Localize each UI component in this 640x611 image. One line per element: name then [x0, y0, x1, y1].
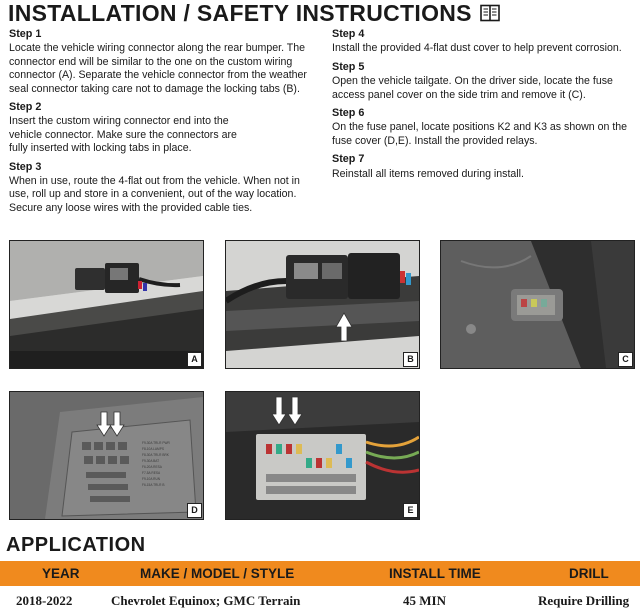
photo-b-connector-seal: [225, 240, 420, 369]
page-title: INSTALLATION / SAFETY INSTRUCTIONS: [8, 0, 472, 26]
photo-label: A: [187, 352, 202, 367]
header-make-model-style: MAKE / MODEL / STYLE: [140, 566, 295, 581]
header-drill: DRILL: [569, 566, 609, 581]
step-heading: Step 1: [9, 28, 42, 40]
application-title: APPLICATION: [6, 534, 146, 556]
fuse-label: F6-20A RESA: [142, 465, 162, 469]
step-heading: Step 5: [332, 60, 365, 73]
fuse-label: F9-30A TRLR PWR: [142, 441, 170, 445]
step-body: When in use, route the 4-flat out from the vehicle. When not in use, roll up and store in a convenient, out of the way location. Secure any loose wires with the provided cable ties.: [9, 175, 300, 214]
cell-drill: Require Drilling: [538, 593, 630, 608]
step-body: On the fuse panel, locate positions K2 and K3 as shown on the fuse cover (D,E). Install the provided relays.: [332, 121, 628, 147]
photo-c-fuse-access-panel: [440, 240, 635, 369]
header-year: YEAR: [42, 566, 80, 581]
steps-left-column: [9, 28, 317, 220]
cell-install-time: 45 MIN: [403, 593, 446, 608]
photo-label: D: [187, 503, 202, 518]
photo-label: E: [403, 503, 418, 518]
book-icon: [480, 4, 500, 22]
step-7: [332, 153, 637, 181]
step-5: [332, 61, 637, 102]
step-heading: Step 4: [332, 28, 365, 40]
step-body: Reinstall all items removed during install.: [332, 167, 524, 180]
fuse-label: F7-5A RESA: [142, 471, 161, 475]
application-header-bar: [0, 561, 640, 586]
step-1: [9, 28, 317, 96]
step-body: Locate the vehicle wiring connector along the rear bumper. The connector end will be similar to the one on the custom wiring connector (A). Separate the vehicle connector from the weather seal connector taking care not to damage the locking tabs (B).: [9, 42, 307, 95]
step-heading: Step 6: [332, 107, 365, 120]
step-4: [332, 28, 637, 56]
step-body: Insert the custom wiring connector end into the vehicle connector. Make sure the connectors are fully inserted with locking tabs in place.: [9, 115, 237, 155]
photo-e-fuse-panel-relays: [225, 391, 420, 520]
cell-year: 2018-2022: [16, 593, 73, 608]
fuse-label: F9-10A RUN: [142, 477, 161, 481]
fuse-label: F9-30A BAT: [142, 459, 160, 463]
photo-d-fuse-cover: [9, 391, 204, 520]
cell-make-model-style: Chevrolet Equinox; GMC Terrain: [111, 593, 301, 608]
photo-label: C: [618, 352, 633, 367]
step-2: [9, 101, 317, 156]
fuse-label: F8-10A LAMPS: [142, 447, 164, 451]
step-3: [9, 161, 317, 216]
step-body: Open the vehicle tailgate. On the driver side, locate the fuse access panel cover on the side trim and remove it (C).: [332, 75, 613, 101]
header: [8, 0, 500, 26]
header-install-time: INSTALL TIME: [389, 566, 481, 581]
step-heading: Step 3: [9, 160, 42, 173]
step-6: [332, 107, 637, 148]
step-heading: Step 7: [332, 153, 365, 166]
step-heading: Step 2: [9, 101, 42, 114]
photo-a-wiring-connector: [9, 240, 204, 369]
fuse-label: F8-30A TRLR BRK: [142, 453, 169, 457]
step-body: Install the provided 4-flat dust cover to help prevent corrosion.: [332, 42, 622, 55]
steps-right-column: [332, 28, 637, 186]
fuse-label: F6-15A TRLR B: [142, 483, 165, 487]
photo-label: B: [403, 352, 418, 367]
